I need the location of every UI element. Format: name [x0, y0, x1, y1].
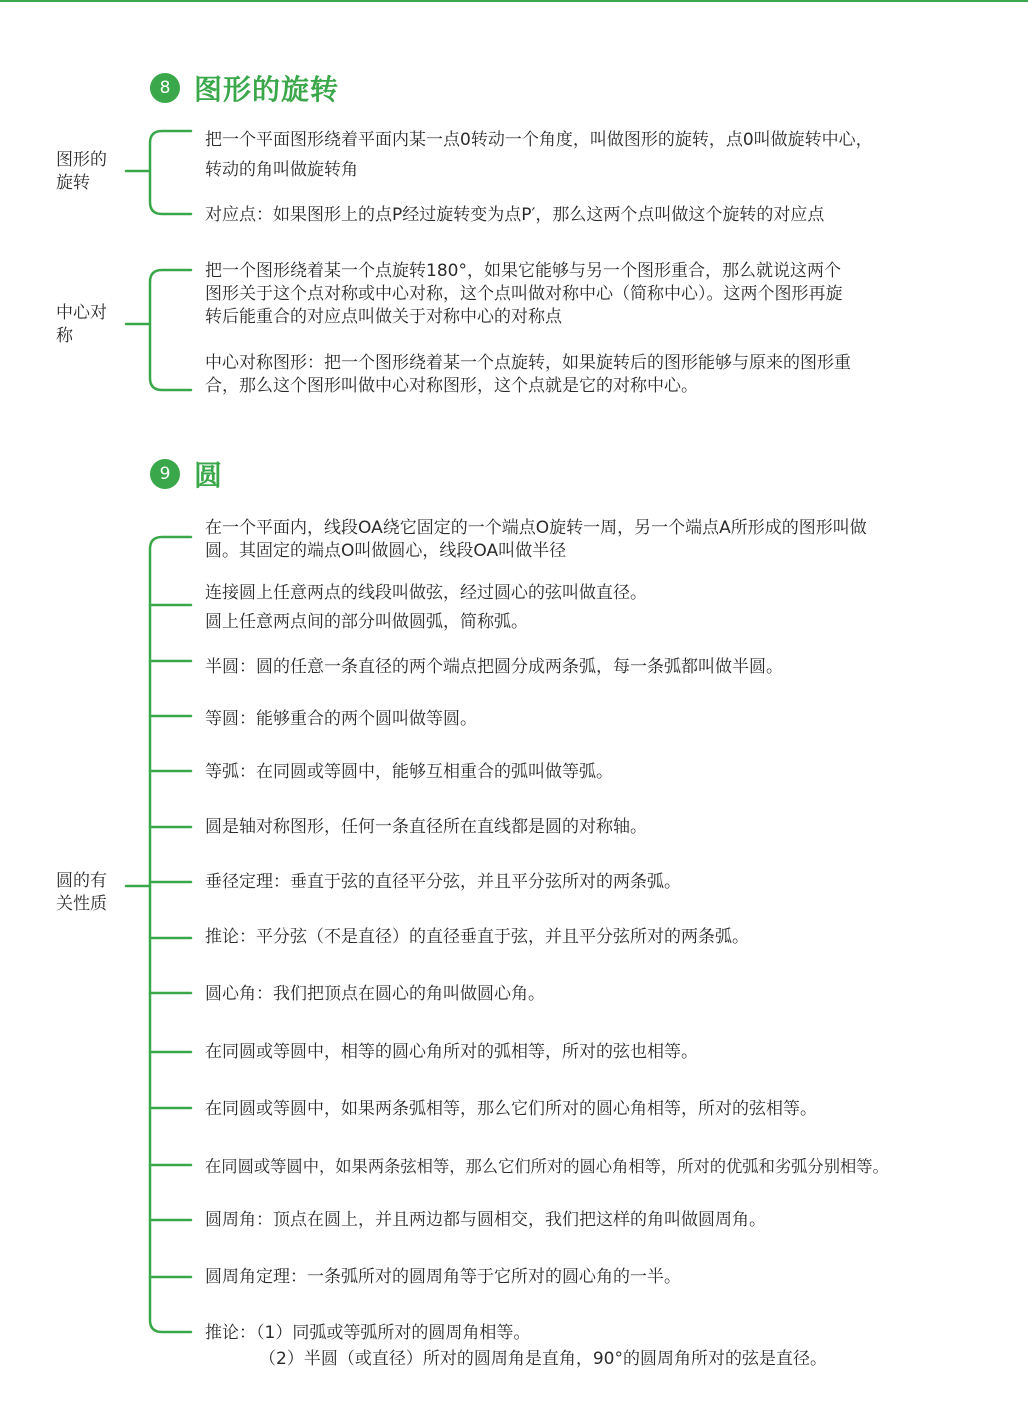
- section-number-badge: 9: [150, 459, 180, 489]
- list-item: 等弧：在同圆或等圆中，能够互相重合的弧叫做等弧。: [205, 762, 613, 782]
- list-item: 等圆：能够重合的两个圆叫做等圆。: [205, 709, 477, 729]
- section-title: 图形的旋转: [194, 73, 340, 106]
- list-item: 垂径定理：垂直于弦的直径平分弦，并且平分弦所对的两条弧。: [205, 872, 681, 892]
- bracket-rotation: [126, 131, 191, 214]
- category-label-rotation: 图形的 旋转: [56, 150, 107, 193]
- section-header-circle: [150, 454, 223, 494]
- list-item: 圆心角：我们把顶点在圆心的角叫做圆心角。: [205, 984, 545, 1004]
- list-item: 半圆：圆的任意一条直径的两个端点把圆分成两条弧，每一条弧都叫做半圆。: [205, 657, 783, 677]
- list-item: 在同圆或等圆中，如果两条弧相等，那么它们所对的圆心角相等，所对的弦相等。: [205, 1099, 817, 1119]
- list-item: 圆周角：顶点在圆上，并且两边都与圆相交，我们把这样的角叫做圆周角。: [205, 1210, 766, 1230]
- list-item: 把一个图形绕着某一个点旋转180°，如果它能够与另一个图形重合，那么就说这两个 图形关于这个点对称或中心对称，这个点叫做对称中心（简称中心）。这两个图形再旋 转后能重合的对应点叫做关于对称中心的对称点: [205, 261, 843, 327]
- section-number-badge: 8: [150, 73, 180, 103]
- list-item: 中心对称图形：把一个图形绕着某一个点旋转，如果旋转后的图形能够与原来的图形重 合，那么这个图形叫做中心对称图形，这个点就是它的对称中心。: [205, 353, 851, 396]
- list-item: 对应点：如果图形上的点P经过旋转变为点P′，那么这两个点叫做这个旋转的对应点: [205, 205, 825, 225]
- bracket-circle-properties: [126, 537, 191, 1332]
- section-title: 圆: [194, 459, 224, 492]
- list-item: 在同圆或等圆中，如果两条弦相等，那么它们所对的圆心角相等，所对的优弧和劣弧分别相等。: [205, 1157, 889, 1176]
- list-item: 把一个平面图形绕着平面内某一点0转动一个角度，叫做图形的旋转，点0叫做旋转中心， 转动的角叫做旋转角: [205, 130, 873, 180]
- list-item: 推论：平分弦（不是直径）的直径垂直于弦，并且平分弦所对的两条弧。: [205, 927, 749, 947]
- category-label-circle-properties: 圆的有 关性质: [56, 871, 107, 914]
- list-item: 连接圆上任意两点的线段叫做弦，经过圆心的弦叫做直径。 圆上任意两点间的部分叫做圆弧，简称弧。: [205, 583, 647, 632]
- list-item: 圆周角定理：一条弧所对的圆周角等于它所对的圆心角的一半。: [205, 1267, 681, 1287]
- list-item: 圆是轴对称图形，任何一条直径所在直线都是圆的对称轴。: [205, 817, 647, 837]
- list-item: 在同圆或等圆中，相等的圆心角所对的弧相等，所对的弦也相等。: [205, 1042, 698, 1062]
- bracket-central-symmetry: [126, 270, 191, 390]
- section-header-rotation: [150, 68, 339, 108]
- category-label-central-symmetry: 中心对 称: [56, 303, 107, 346]
- list-item: 推论：（1）同弧或等弧所对的圆周角相等。 （2）半圆（或直径）所对的圆周角是直角，90°的圆周角所对的弦是直径。: [205, 1323, 827, 1369]
- list-item: 在一个平面内，线段OA绕它固定的一个端点O旋转一周，另一个端点A所形成的图形叫做 圆。其固定的端点O叫做圆心，线段OA叫做半径: [205, 518, 867, 561]
